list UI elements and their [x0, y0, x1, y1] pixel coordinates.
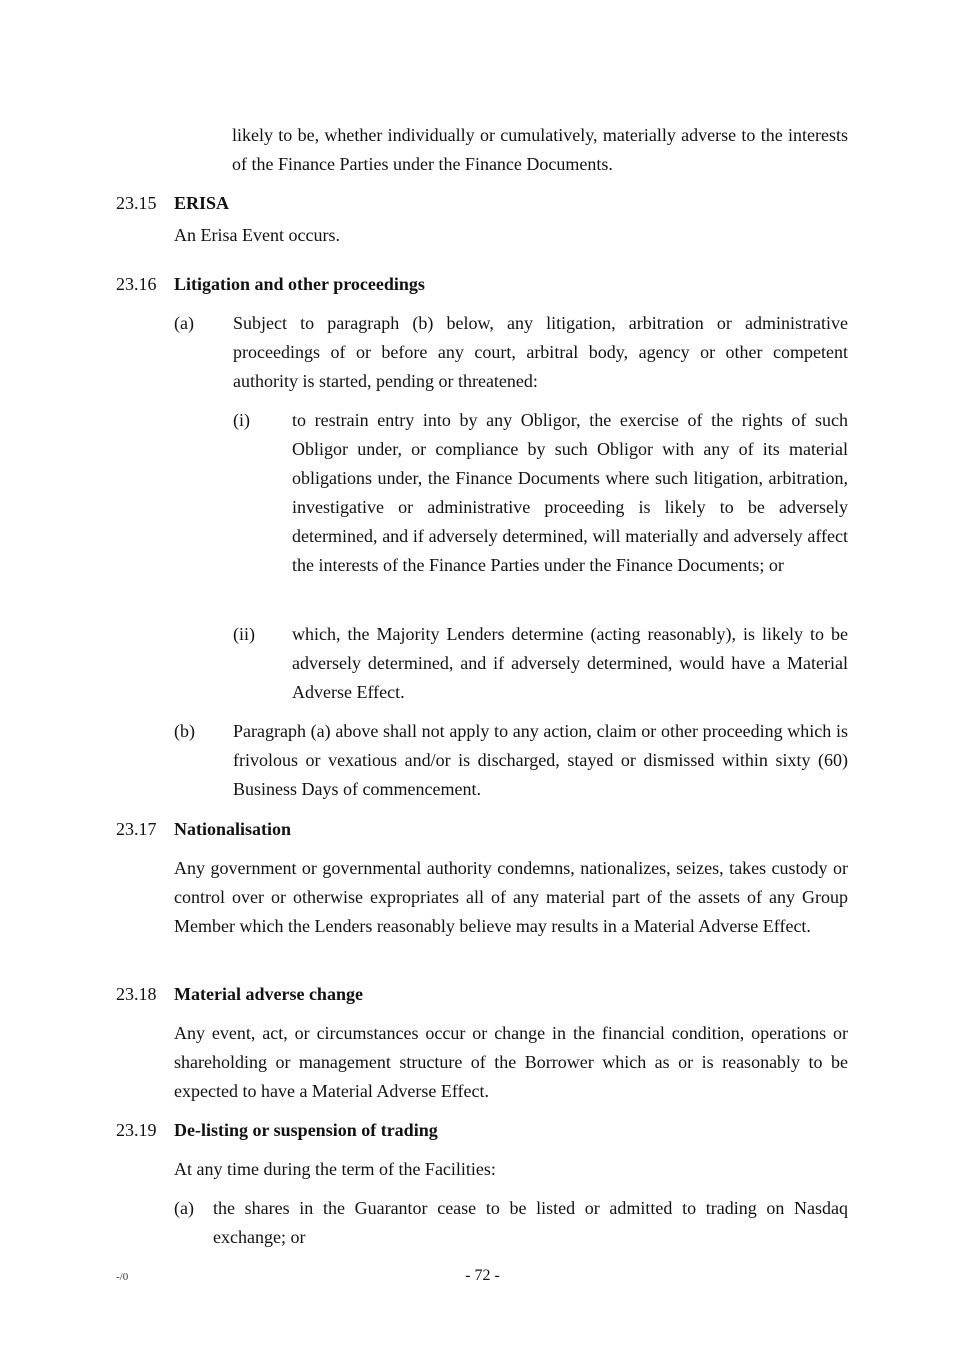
section-title: Nationalisation	[174, 819, 292, 839]
section-body-23-15: An Erisa Event occurs.	[174, 225, 340, 245]
paragraph-a-text: the shares in the Guarantor cease to be listed or admitted to trading on Nasdaq exchange; or	[213, 1198, 848, 1247]
paragraph-marker-a: (a)	[174, 1198, 194, 1218]
paragraph-marker-b: (b)	[174, 721, 195, 741]
section-number: 23.17	[116, 819, 157, 839]
section-number: 23.15	[116, 193, 157, 213]
section-heading-23-15	[116, 189, 229, 218]
section-body-23-17: Any government or governmental authority condemns, nationalizes, seizes, takes custody or control over or otherwise expropriates all of any material part of the assets of any Group Member which the Lenders reasonably believe may results in a Material Adverse Effect.	[174, 858, 848, 936]
section-body-23-18: Any event, act, or circumstances occur or change in the financial condition, operations or shareholding or management structure of the Borrower which as or is reasonably to be expected to have a Material Adverse Effect.	[174, 1023, 848, 1101]
section-heading-23-16	[116, 270, 425, 299]
subparagraph-marker-i: (i)	[233, 410, 250, 430]
section-title: ERISA	[174, 193, 230, 213]
subparagraph-marker-ii: (ii)	[233, 624, 255, 644]
section-heading-23-18	[116, 980, 363, 1009]
section-heading-23-19	[116, 1116, 438, 1145]
paragraph-a-text: Subject to paragraph (b) below, any litigation, arbitration or administrative proceedings of or before any court, arbitral body, agency or other competent authority is started, pending or threatened:	[233, 313, 848, 391]
section-intro-23-19: At any time during the term of the Facilities:	[174, 1159, 496, 1179]
page-number: - 72 -	[465, 1267, 500, 1284]
section-number: 23.18	[116, 984, 157, 1004]
footer-reference: -/0	[116, 1271, 129, 1283]
section-heading-23-17	[116, 815, 291, 844]
section-title: De-listing or suspension of trading	[174, 1120, 438, 1140]
section-number: 23.19	[116, 1120, 157, 1140]
subparagraph-i-text: to restrain entry into by any Obligor, the exercise of the rights of such Obligor under, or compliance by such Obligor with any of its material obligations under, the Finance Documents where such litigation, arbitration, investigative or administrative proceeding is likely to be adversely determined, and if adversely determined, will materially and adversely affect the interests of the Finance Parties under the Finance Documents; or	[292, 410, 848, 575]
section-title: Material adverse change	[174, 984, 363, 1004]
subparagraph-ii-text: which, the Majority Lenders determine (acting reasonably), is likely to be adversely determined, and if adversely determined, would have a Material Adverse Effect.	[292, 624, 848, 702]
section-number: 23.16	[116, 274, 157, 294]
continuation-paragraph: likely to be, whether individually or cumulatively, materially adverse to the interests of the Finance Parties under the Finance Documents.	[232, 125, 848, 174]
paragraph-b-text: Paragraph (a) above shall not apply to any action, claim or other proceeding which is frivolous or vexatious and/or is discharged, stayed or dismissed within sixty (60) Business Days of commencement.	[233, 721, 848, 799]
paragraph-marker-a: (a)	[174, 313, 194, 333]
section-title: Litigation and other proceedings	[174, 274, 425, 294]
